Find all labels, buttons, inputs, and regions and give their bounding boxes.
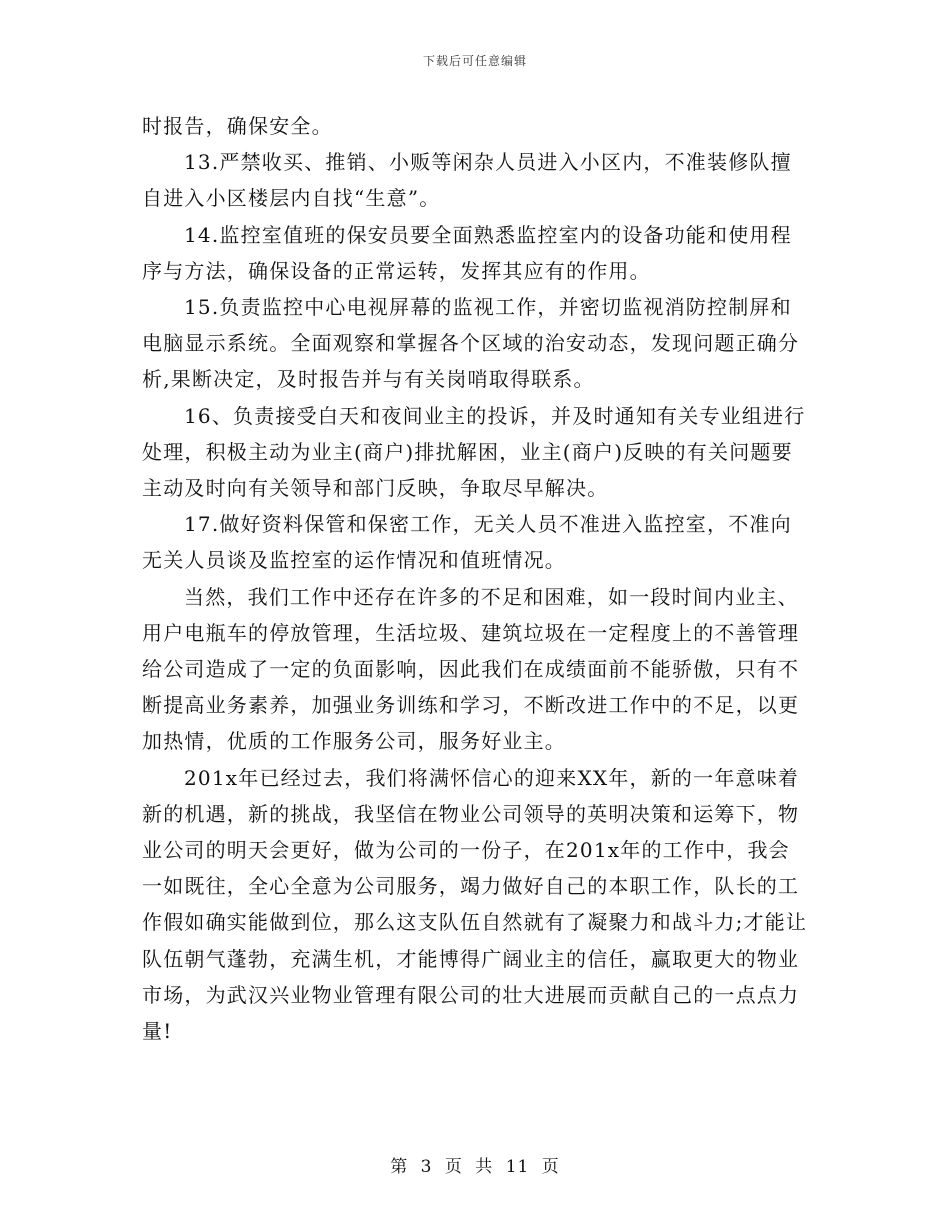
paragraph-5: 16、负责接受白天和夜间业主的投诉，并及时通知有关专业组进行处理，积极主动为业主(商户)排扰解困，业主(商户)反映的有关问题要主动及时向有关领导和部门反映，争取尽早解决。	[142, 403, 806, 501]
page-header: 下载后可任意编辑	[422, 54, 527, 68]
paragraph-3: 14.监控室值班的保安员要全面熟悉监控室内的设备功能和使用程序与方法，确保设备的正常运转，发挥其应有的作用。	[142, 222, 792, 283]
paragraph-8: 201x年已经过去，我们将满怀信心的迎来XX年，新的一年意味着新的机遇，新的挑战，我坚信在物业公司领导的英明决策和运筹下，物业公司的明天会更好，做为公司的一份子，在201x年的工作中，我会一如既往，全心全意为公司服务，竭力做好自己的本职工作，队长的工作假如确实能做到位，那么这支队伍自然就有了凝聚力和战斗力;才能让队伍朝气蓬勃，充满生机，才能博得广阔业主的信任，赢取更大的物业市场，为武汉兴业物业管理有限公司的壮大进展而贡献自己的一点点力量!	[142, 765, 808, 1044]
paragraph-2: 13.严禁收买、推销、小贩等闲杂人员进入小区内，不准装修队擅自进入小区楼层内自找“生意”。	[142, 150, 792, 211]
paragraph-7: 当然，我们工作中还存在许多的不足和困难，如一段时间内业主、用户电瓶车的停放管理，生活垃圾、建筑垃圾在一定程度上的不善管理给公司造成了一定的负面影响，因此我们在成绩面前不能骄傲，只有不断提高业务素养，加强业务训练和学习，不断改进工作中的不足，以更加热情，优质的工作服务公司，服务好业主。	[142, 584, 800, 754]
paragraph-1: 时报告，确保安全。	[142, 114, 333, 138]
page-number-footer: 第 3 页 共 11 页	[390, 1157, 560, 1177]
paragraph-4: 15.负责监控中心电视屏幕的监视工作，并密切监视消防控制屏和电脑显示系统。全面观察和掌握各个区域的治安动态，发现问题正确分析,果断决定，及时报告并与有关岗哨取得联系。	[142, 295, 800, 392]
paragraph-6: 17.做好资料保管和保密工作，无关人员不准进入监控室，不准向无关人员谈及监控室的运作情况和值班情况。	[142, 512, 792, 573]
document-body	[142, 108, 808, 1049]
